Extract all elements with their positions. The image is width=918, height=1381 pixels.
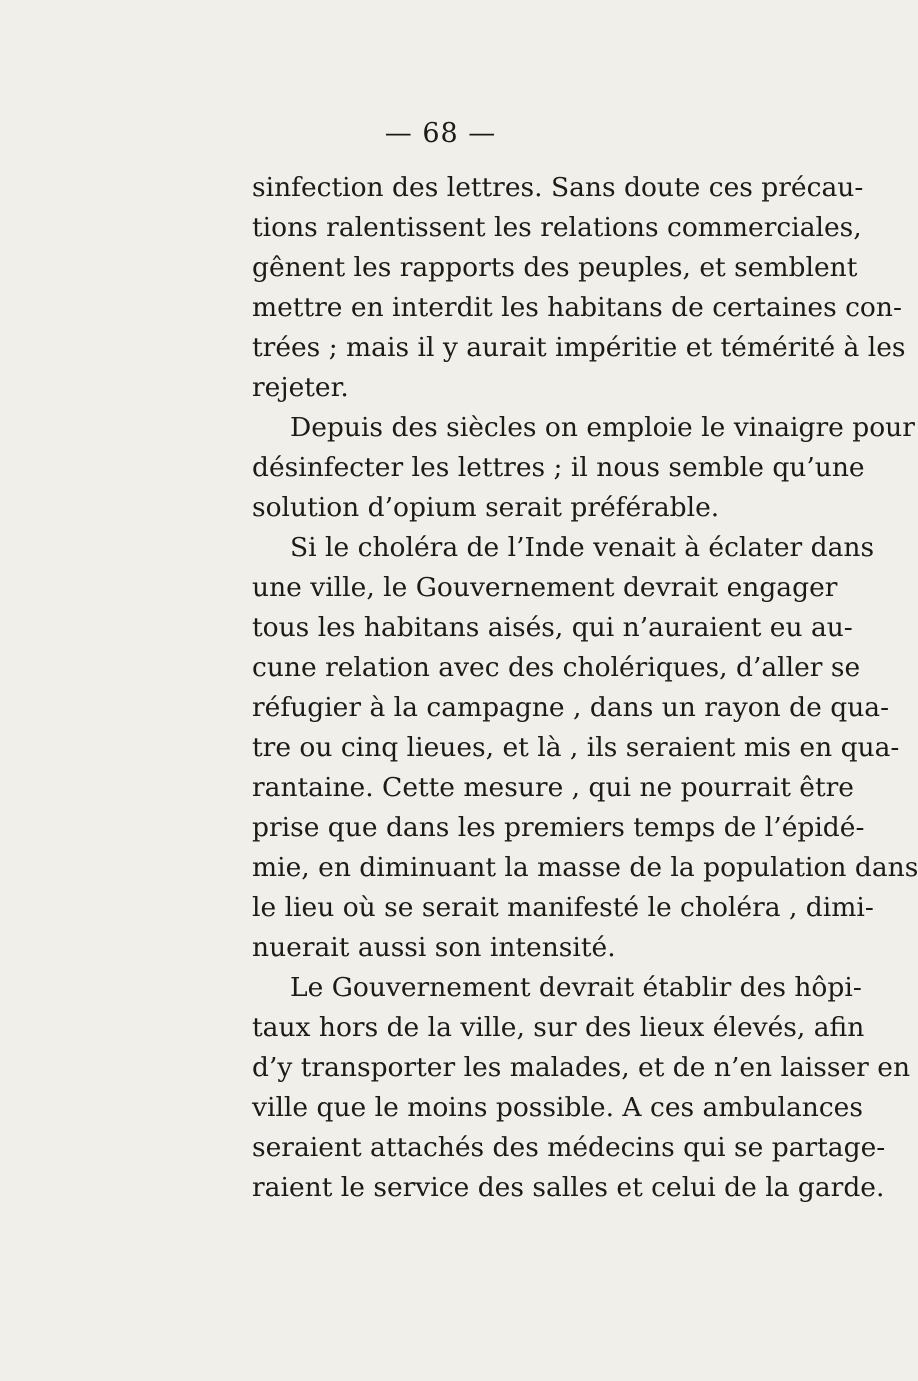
text-line: taux hors de la ville, sur des lieux élevés, afin [252, 1012, 865, 1043]
text-line: d’y transporter les malades, et de n’en laisser en [252, 1052, 911, 1083]
text-line: Si le choléra de l’Inde venait à éclater dans [290, 532, 875, 563]
text-line: gênent les rapports des peuples, et semblent [252, 252, 858, 283]
text-line: seraient attachés des médecins qui se partage- [252, 1132, 886, 1163]
text-line: désinfecter les lettres ; il nous semble qu’une [252, 452, 865, 483]
text-line: Depuis des siècles on emploie le vinaigre pour [290, 412, 915, 443]
text-line: rejeter. [252, 372, 349, 403]
text-line: sinfection des lettres. Sans doute ces précau- [252, 172, 864, 203]
text-line: Le Gouvernement devrait établir des hôpi- [290, 972, 862, 1003]
page-number: — 68 — [384, 118, 497, 149]
text-line: cune relation avec des cholériques, d’aller se [252, 652, 861, 683]
text-line: raient le service des salles et celui de la garde. [252, 1172, 885, 1203]
text-line: tre ou cinq lieues, et là , ils seraient mis en qua- [252, 732, 900, 763]
text-line: une ville, le Gouvernement devrait engager [252, 572, 838, 603]
text-line: tous les habitans aisés, qui n’auraient eu au- [252, 612, 853, 643]
text-line: réfugier à la campagne , dans un rayon de qua- [252, 692, 890, 723]
text-line: solution d’opium serait préférable. [252, 492, 720, 523]
text-line: rantaine. Cette mesure , qui ne pourrait être [252, 772, 854, 803]
text-line: le lieu où se serait manifesté le choléra , dimi- [252, 892, 874, 923]
text-line: trées ; mais il y aurait impéritie et témérité à les [252, 332, 906, 363]
text-line: tions ralentissent les relations commerciales, [252, 212, 862, 243]
text-line: mettre en interdit les habitans de certaines con- [252, 292, 902, 323]
text-line: nuerait aussi son intensité. [252, 932, 616, 963]
text-line: prise que dans les premiers temps de l’épidé- [252, 812, 865, 843]
text-line: mie, en diminuant la masse de la population dans [252, 852, 918, 883]
text-line: ville que le moins possible. A ces ambulances [252, 1092, 863, 1123]
